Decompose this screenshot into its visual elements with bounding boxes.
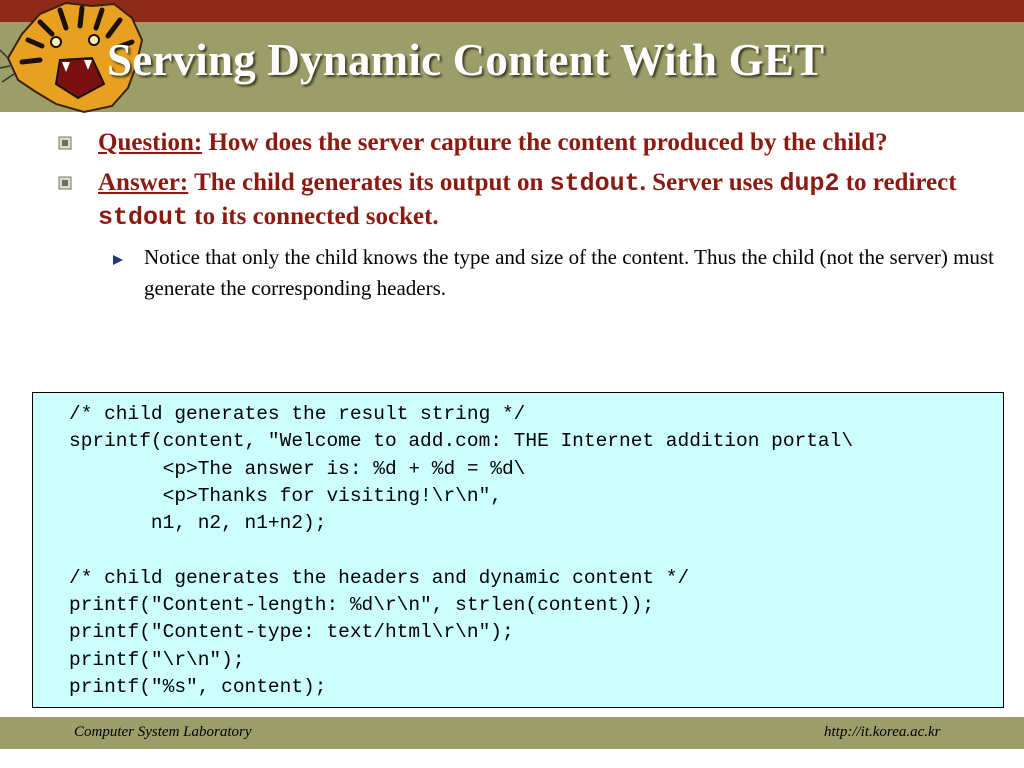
footer-bar bbox=[0, 717, 1024, 749]
stdout-code-1: stdout bbox=[549, 169, 640, 198]
footer-url: http://it.korea.ac.kr bbox=[824, 724, 941, 740]
answer-text-4: to its connected socket. bbox=[188, 203, 439, 230]
answer-text-3: to redirect bbox=[839, 169, 957, 196]
answer-text-2: . Server uses bbox=[639, 169, 780, 196]
code-listing: /* child generates the result string */ sprintf(content, "Welcome to add.com: THE Internet addition portal\ <p>The answer is: %d + %d = %d\ <p>Thanks for visiting!\r\n", n1, n2, n1+n2); /* child generates the headers and dynamic content */ printf("Content-length: %d\r\n", strlen(content)); printf("Content-type: text/html\r\n"); printf("\r\n"); printf("%s", content); bbox=[69, 403, 854, 698]
question-label: Question: bbox=[98, 129, 203, 156]
dup2-code: dup2 bbox=[779, 169, 840, 198]
top-band bbox=[0, 0, 1024, 22]
bullet-list bbox=[58, 126, 1008, 304]
answer-label: Answer: bbox=[98, 169, 189, 196]
answer-text-1: The child generates its output on bbox=[188, 169, 550, 196]
arrow-bullet-icon bbox=[112, 254, 124, 266]
code-box bbox=[32, 392, 1004, 708]
footer-lab-name: Computer System Laboratory bbox=[74, 724, 252, 740]
square-bullet-icon bbox=[58, 136, 72, 150]
bullet-answer bbox=[58, 166, 1008, 234]
bullet-question bbox=[58, 126, 1008, 159]
slide-title: Serving Dynamic Content With GET bbox=[107, 35, 825, 85]
question-text: How does the server capture the content produced by the child? bbox=[202, 129, 888, 156]
square-bullet-icon bbox=[58, 176, 72, 190]
stdout-code-2: stdout bbox=[98, 203, 189, 232]
note-text: Notice that only the child knows the type and size of the content. Thus the child (not the server) must generate the corresponding headers. bbox=[144, 245, 994, 300]
sub-bullet-note bbox=[144, 242, 1008, 304]
